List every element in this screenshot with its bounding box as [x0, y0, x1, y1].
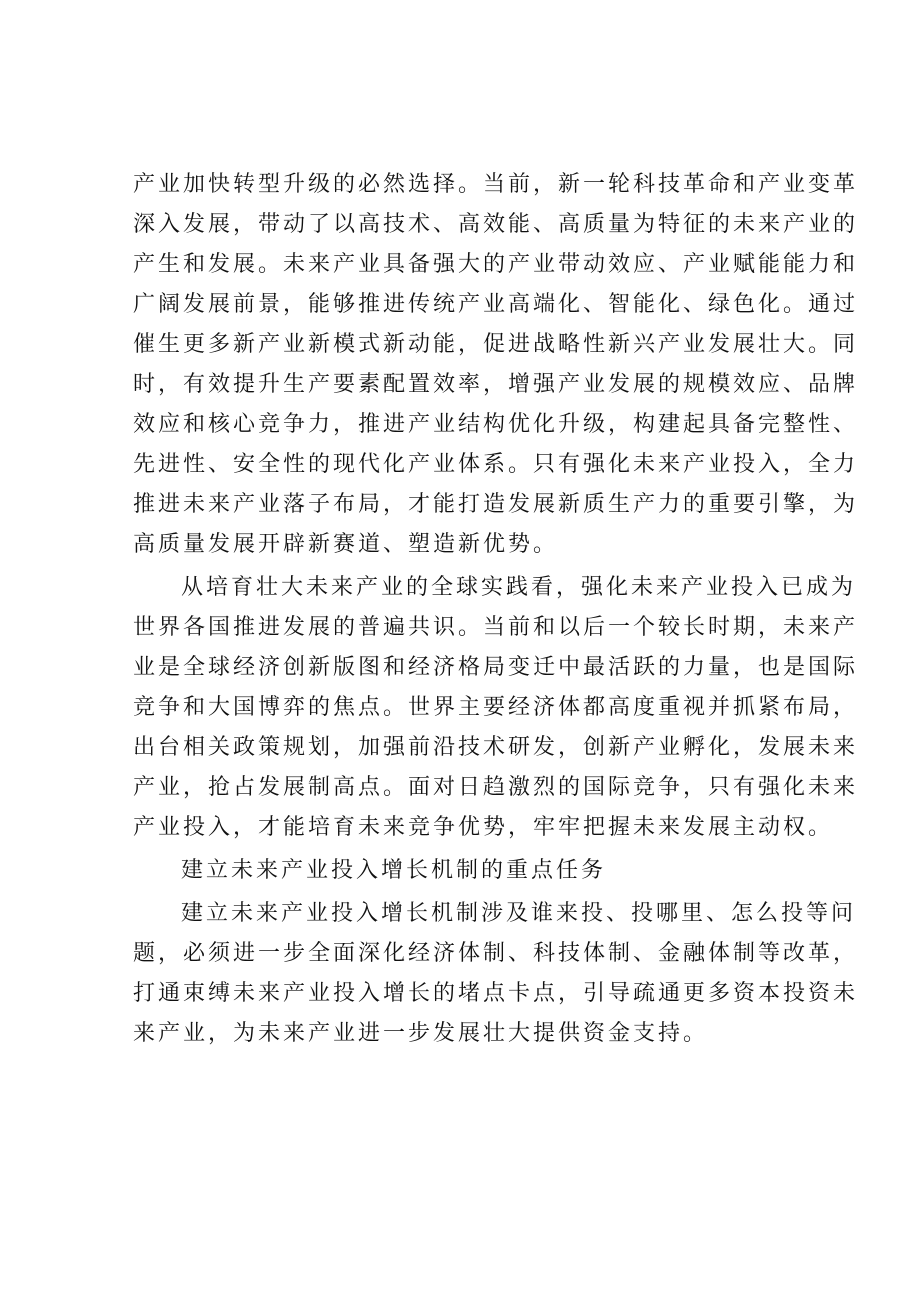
text-line: 打通束缚未来产业投入增长的堵点卡点，引导疏通更多资本投资未 — [133, 981, 859, 1006]
text-line: 世界各国推进发展的普遍共识。当前和以后一个较长时期，未来产 — [133, 615, 859, 640]
text-line: 时，有效提升生产要素配置效率，增强产业发展的规模效应、品牌 — [133, 372, 859, 397]
text-line: 深入发展，带动了以高技术、高效能、高质量为特征的未来产业的 — [133, 212, 859, 237]
text-line: 高质量发展开辟新赛道、塑造新优势。 — [133, 532, 559, 557]
text-line: 效应和核心竞争力，推进产业结构优化升级，构建起具备完整性、 — [133, 412, 859, 437]
text-line-indented: 建立未来产业投入增长机制涉及谁来投、投哪里、怎么投等问 — [181, 901, 857, 926]
text-line: 产业投入，才能培育未来竞争优势，牢牢把握未来发展主动权。 — [133, 815, 834, 840]
text-line-indented: 从培育壮大未来产业的全球实践看，强化未来产业投入已成为 — [181, 575, 857, 600]
text-line: 产业加快转型升级的必然选择。当前，新一轮科技革命和产业变革 — [133, 172, 859, 197]
text-line: 先进性、安全性的现代化产业体系。只有强化未来产业投入，全力 — [133, 452, 859, 477]
text-line: 题，必须进一步全面深化经济体制、科技体制、金融体制等改革， — [133, 941, 859, 966]
heading-text: 建立未来产业投入增长机制的重点任务 — [181, 858, 607, 883]
text-line: 产业，抢占发展制高点。面对日趋激烈的国际竞争，只有强化未来 — [133, 775, 859, 800]
text-line: 推进未来产业落子布局，才能打造发展新质生产力的重要引擎，为 — [133, 492, 859, 517]
text-line: 业是全球经济创新版图和经济格局变迁中最活跃的力量，也是国际 — [133, 655, 859, 680]
text-line: 产生和发展。未来产业具备强大的产业带动效应、产业赋能能力和 — [133, 252, 859, 277]
paragraph-3 — [133, 894, 859, 1054]
document-body — [133, 165, 859, 1054]
paragraph-1 — [133, 165, 859, 565]
text-line: 竞争和大国博弈的焦点。世界主要经济体都高度重视并抓紧布局， — [133, 695, 859, 720]
text-line: 广阔发展前景，能够推进传统产业高端化、智能化、绿色化。通过 — [133, 292, 859, 317]
text-line: 来产业，为未来产业进一步发展壮大提供资金支持。 — [133, 1021, 709, 1046]
text-line: 催生更多新产业新模式新动能，促进战略性新兴产业发展壮大。同 — [133, 332, 859, 357]
paragraph-2 — [133, 568, 859, 848]
section-heading — [133, 851, 803, 891]
text-line: 出台相关政策规划，加强前沿技术研发，创新产业孵化，发展未来 — [133, 735, 859, 760]
